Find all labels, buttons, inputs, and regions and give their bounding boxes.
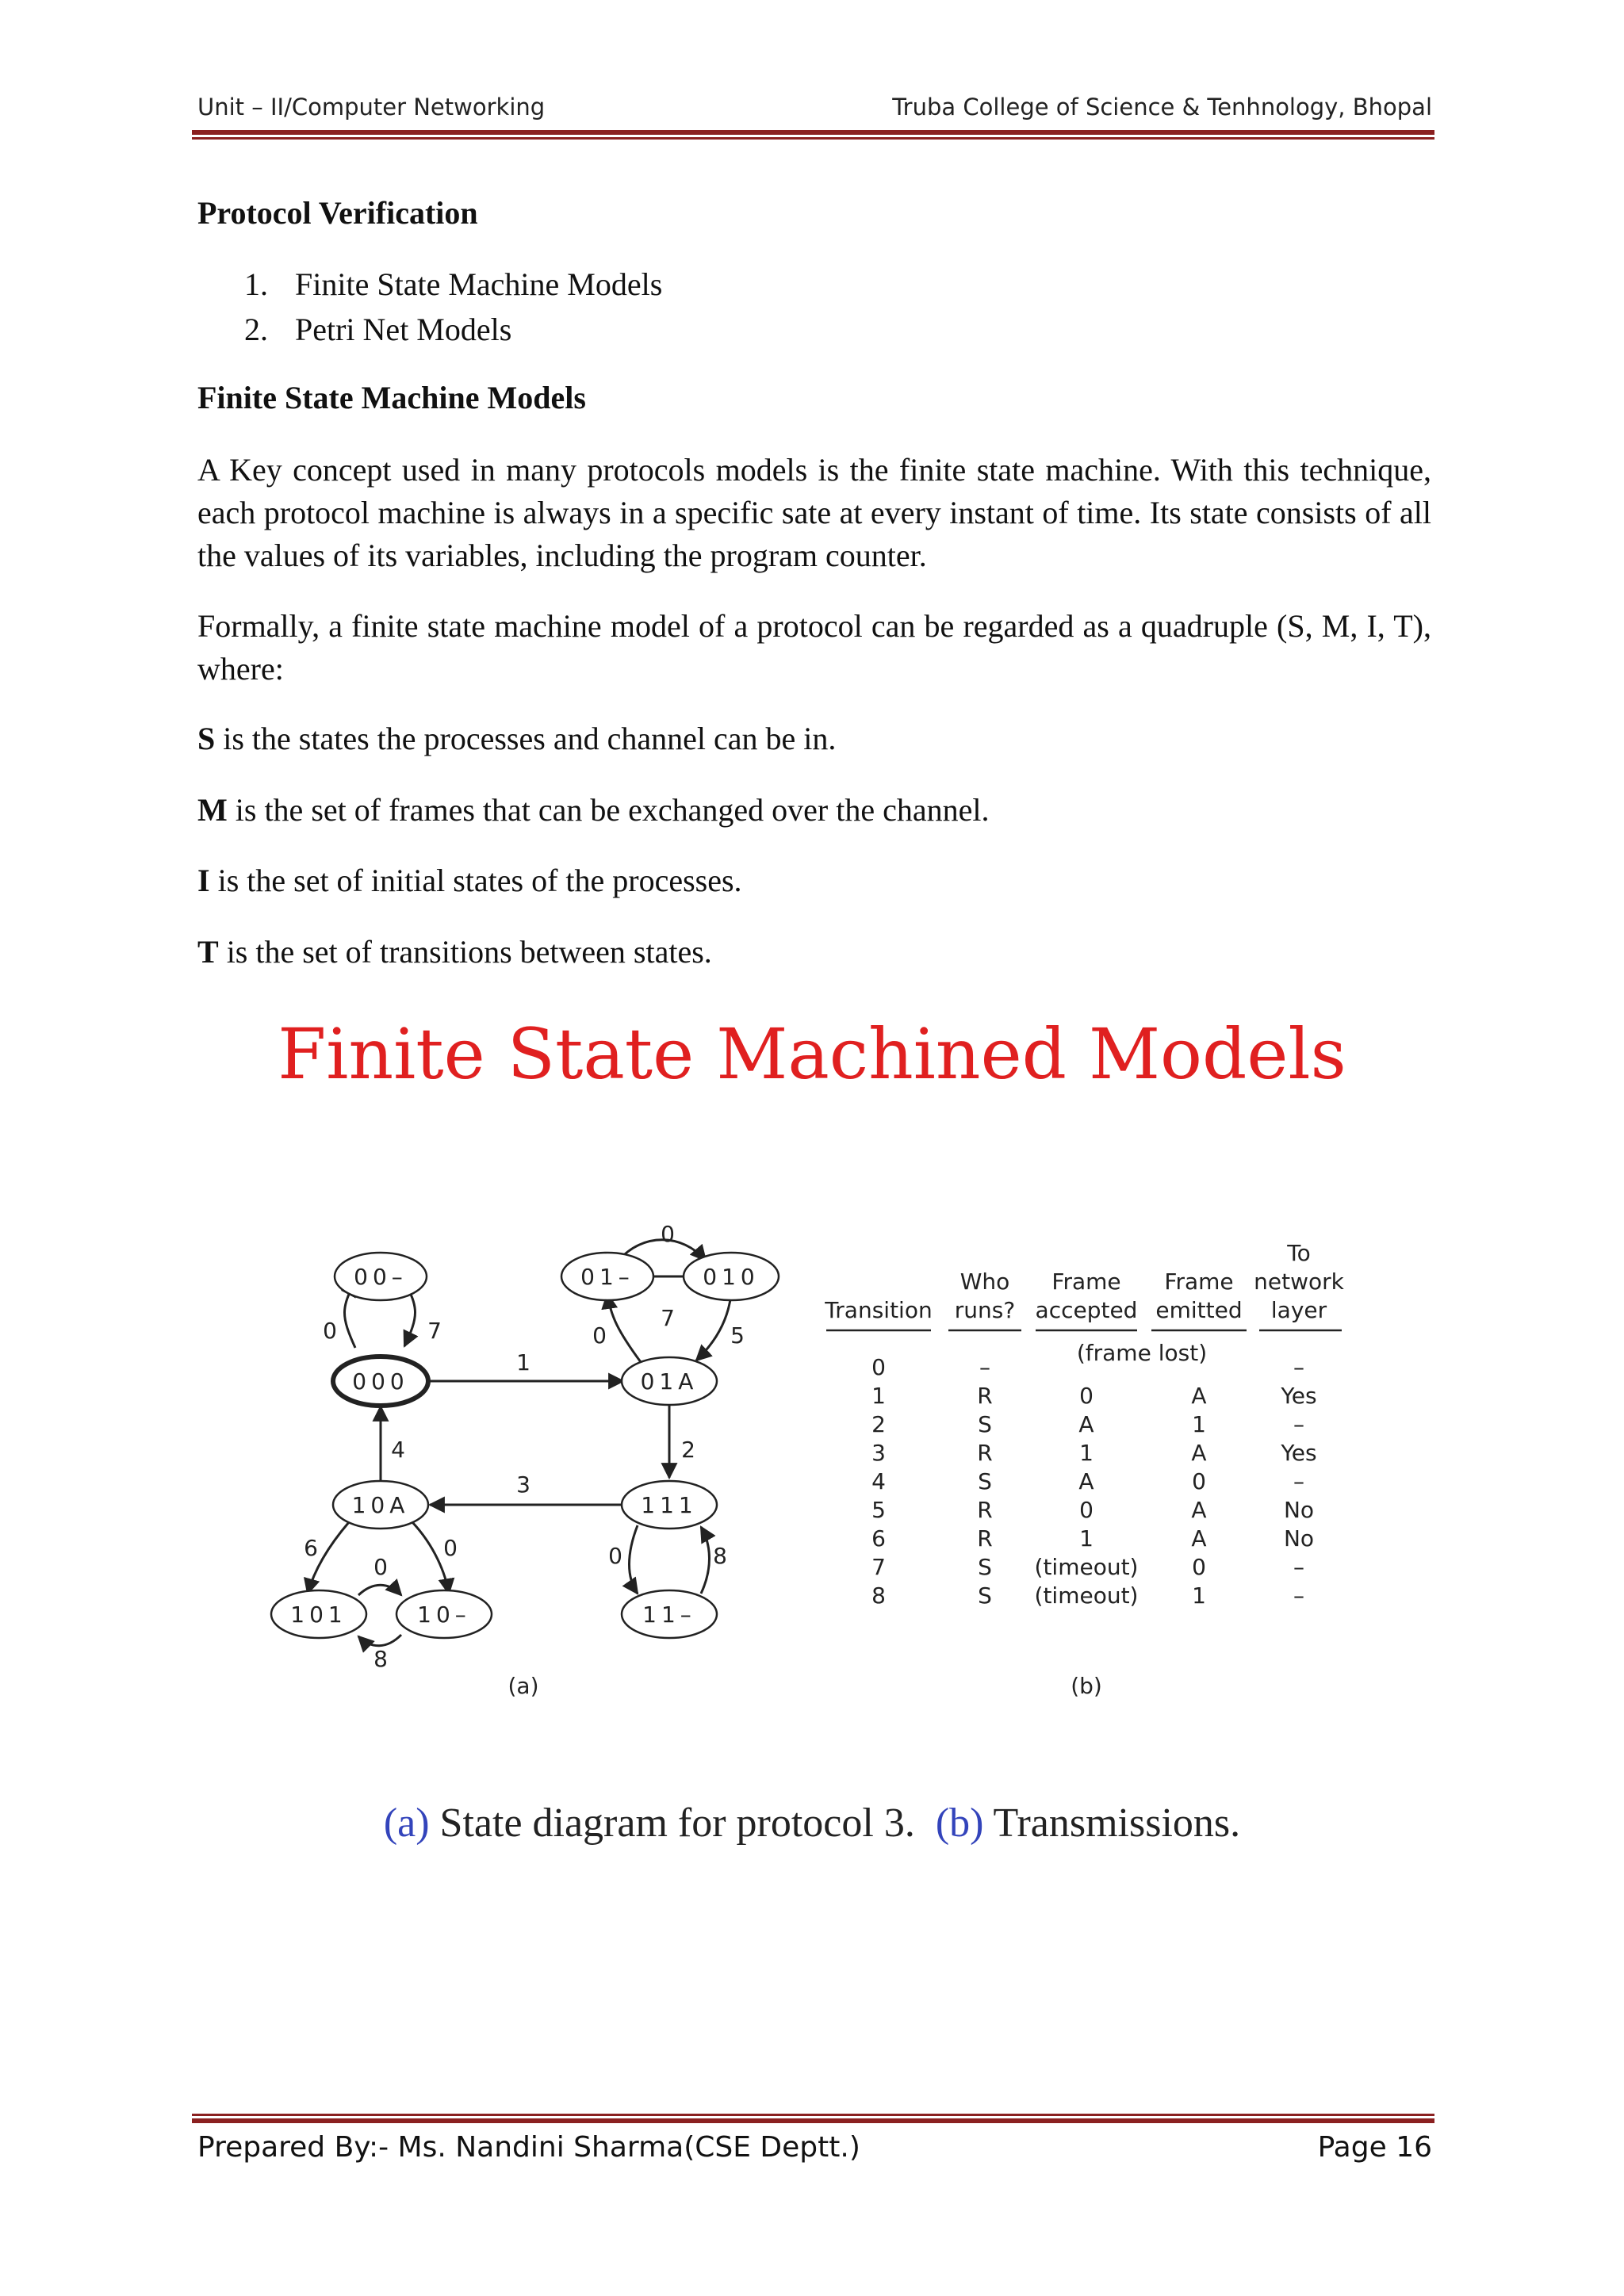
table-cell: A [1191,1525,1207,1552]
table-cell: – [979,1354,990,1380]
table-cell: R [977,1497,993,1523]
table-cell: 0 [1192,1468,1206,1494]
table-cell: 5 [871,1497,886,1523]
state-label: 010 [703,1264,760,1290]
caption-text-a: State diagram for protocol 3. [429,1800,915,1846]
edge-11-to-111 [701,1527,710,1594]
diagram-label: (a) [508,1673,539,1699]
col-header-accepted: Frame [1051,1269,1121,1295]
edge-label: 0 [608,1543,622,1569]
state-label: 11– [642,1601,696,1628]
table-cell: A [1191,1383,1207,1409]
table-cell: 7 [871,1554,886,1580]
list-item: 1. Finite State Machine Models [244,266,663,302]
table-cell: S [978,1554,992,1580]
col-header-emitted: Frame [1164,1269,1234,1295]
edge-label: 0 [661,1221,675,1247]
caption-text-b: Transmissions. [983,1800,1241,1846]
table-cell: 4 [871,1468,886,1494]
table-cell: No [1283,1525,1315,1552]
footer-rule-thin [192,2114,1434,2116]
figure-title: Finite State Machined Models [278,1013,1346,1095]
table-cell: Yes [1281,1383,1317,1409]
edge-101-to-10 [358,1585,401,1595]
table-cell: (timeout) [1034,1554,1139,1580]
table-cell: 1 [1079,1440,1094,1466]
edge-label: 3 [516,1471,530,1498]
table-cell: 3 [871,1440,886,1466]
edge-label: 4 [391,1437,405,1463]
table-cell: 0 [1079,1383,1094,1409]
table-label: (b) [1071,1673,1102,1699]
edge-label: 5 [730,1322,745,1349]
footer-rule [192,2118,1434,2123]
table-cell: – [1293,1554,1304,1580]
table-cell: 8 [871,1582,886,1609]
page-number: Page 16 [1317,2131,1432,2164]
paragraph-quadruple: Formally, a finite state machine model of a protocol can be regarded as a quadruple (S, M, I, T), where: [197,608,1431,687]
col-header-emitted: emitted [1155,1297,1243,1323]
paragraph-fsm-concept: A Key concept used in many protocols models is the finite state machine. With this technique, each protocol machine is always in a specific sate at every instant of time. Its state consists of all the values of its variables, including the program counter. [197,452,1431,573]
edge-label: 0 [592,1322,607,1349]
header-unit: Unit – II/Computer Networking [197,94,546,121]
state-label: 10A [351,1492,410,1518]
col-header-network: layer [1270,1297,1327,1323]
edge-label: 7 [427,1318,442,1344]
table-cell: 1 [871,1383,886,1409]
col-header-accepted: accepted [1035,1297,1138,1323]
col-header-who: Who [959,1269,1010,1295]
table-cell: 1 [1192,1582,1206,1609]
table-cell: 1 [1079,1525,1094,1552]
figure-caption [0,1800,1624,1846]
col-header-network: network [1254,1269,1344,1295]
definition-s: S is the states the processes and channel can be in. [197,721,837,756]
table-cell: – [1293,1411,1304,1437]
definition-i: I is the set of initial states of the processes. [197,863,742,898]
state-label: 101 [290,1601,347,1628]
table-cell: 0 [871,1354,886,1380]
edge-label: 1 [516,1349,530,1376]
col-header-transition: Transition [825,1297,933,1323]
table-cell: S [978,1468,992,1494]
table-cell: R [977,1383,993,1409]
state-label: 10– [417,1601,471,1628]
table-cell: – [1293,1468,1304,1494]
table-cell: 0 [1079,1497,1094,1523]
state-label: 00– [354,1264,408,1290]
edge-010-to-01a [696,1294,731,1360]
table-cell: – [1293,1582,1304,1609]
definition-t: T is the set of transitions between states. [197,934,712,970]
list-item: 2. Petri Net Models [244,312,512,347]
section-title: Protocol Verification [197,195,478,231]
edge-label: 0 [323,1318,337,1344]
caption-label-b: (b) [935,1800,984,1846]
col-header-who: runs? [954,1297,1016,1323]
table-cell: R [977,1440,993,1466]
col-header-network: To [1287,1240,1311,1266]
edge-label: 7 [661,1305,675,1331]
table-cell: S [978,1411,992,1437]
edge-label: 2 [681,1437,695,1463]
state-label: 000 [352,1368,409,1395]
edge-label: 0 [443,1535,458,1561]
edge-label: 8 [373,1646,388,1672]
subsection-title: Finite State Machine Models [197,380,586,415]
table-cell: A [1191,1497,1207,1523]
definition-m: M is the set of frames that can be exchanged over the channel. [197,792,990,828]
table-cell: – [1293,1354,1304,1380]
edge-label: 0 [373,1554,388,1580]
edge-111-to-11 [630,1525,638,1594]
table-cell: (timeout) [1034,1582,1139,1609]
table-cell: R [977,1525,993,1552]
edge-label: 6 [304,1535,318,1561]
table-cell: 1 [1192,1411,1206,1437]
table-cell: Yes [1281,1440,1317,1466]
table-cell: A [1191,1440,1207,1466]
state-label: 111 [641,1492,698,1518]
table-cell: No [1283,1497,1315,1523]
table-cell: 6 [871,1525,886,1552]
header-college: Truba College of Science & Tenhnology, Bhopal [892,94,1432,121]
table-cell: S [978,1582,992,1609]
table-cell: A [1078,1468,1094,1494]
state-label: 01– [580,1264,634,1290]
table-cell: (frame lost) [1076,1340,1208,1366]
edge-10-to-101 [358,1635,401,1646]
edge-label: 8 [713,1543,727,1569]
footer-author: Prepared By:- Ms. Nandini Sharma(CSE Deptt.) [197,2131,860,2164]
edge-01a-to-01 [607,1294,641,1362]
caption-label-a: (a) [383,1800,430,1846]
table-cell: 0 [1192,1554,1206,1580]
table-cell: A [1078,1411,1094,1437]
state-label: 01A [640,1368,699,1395]
table-cell: 2 [871,1411,886,1437]
